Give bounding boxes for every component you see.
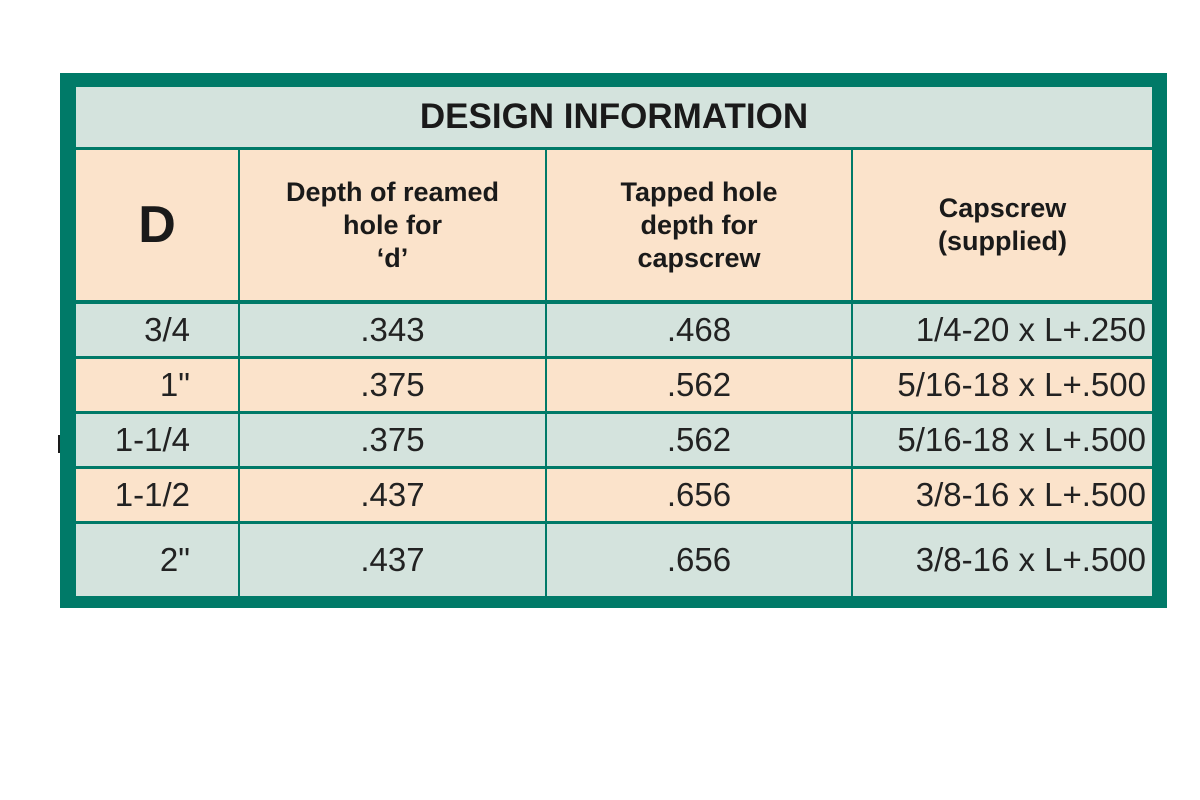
table-inner [76, 87, 1152, 596]
design-information-table [60, 73, 1167, 608]
header-reamed-depth: Depth of reamed hole for ‘d’ [240, 150, 547, 300]
cell-d: 1-1/4 [76, 414, 240, 466]
table-row [76, 304, 1152, 359]
table-row [76, 524, 1152, 596]
header-d: D [76, 150, 240, 300]
cell-reamed-depth: .375 [240, 359, 547, 411]
cell-capscrew: 3/8-16 x L+.500 [915, 541, 1146, 578]
cell-d: 3/4 [76, 304, 240, 356]
cell-d: 1" [76, 359, 240, 411]
cell-tapped-depth: .562 [547, 359, 853, 411]
table-row [76, 359, 1152, 414]
header-row [76, 150, 1152, 304]
cell-reamed-depth: .437 [240, 469, 547, 521]
table-title: DESIGN INFORMATION [76, 87, 1152, 150]
cell-d: 2" [76, 524, 240, 596]
table-row [76, 414, 1152, 469]
cell-tapped-depth: .468 [547, 304, 853, 356]
cell-tapped-depth: .656 [547, 469, 853, 521]
cell-tapped-depth: .562 [547, 414, 853, 466]
cell-capscrew: 3/8-16 x L+.500 [915, 476, 1146, 513]
header-tapped-depth: Tapped hole depth for capscrew [547, 150, 853, 300]
cell-capscrew: 1/4-20 x L+.250 [915, 311, 1146, 348]
table-row [76, 469, 1152, 524]
cell-reamed-depth: .437 [240, 524, 547, 596]
cell-tapped-depth: .656 [547, 524, 853, 596]
cell-reamed-depth: .375 [240, 414, 547, 466]
cell-d: 1-1/2 [76, 469, 240, 521]
cell-reamed-depth: .343 [240, 304, 547, 356]
cell-capscrew: 5/16-18 x L+.500 [897, 366, 1146, 403]
cell-capscrew: 5/16-18 x L+.500 [897, 421, 1146, 458]
header-capscrew: Capscrew (supplied) [938, 193, 1067, 256]
